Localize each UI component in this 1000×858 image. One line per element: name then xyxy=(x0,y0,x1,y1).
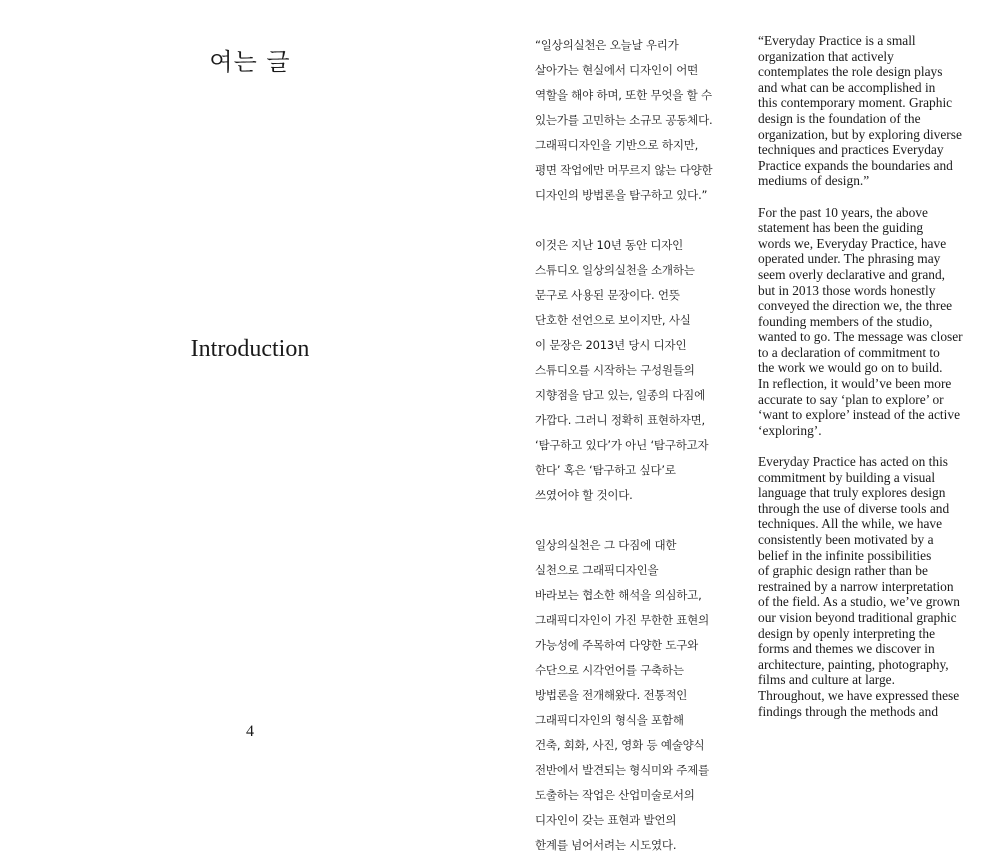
paragraph-gap xyxy=(758,189,958,205)
english-text-line: to a declaration of commitment to xyxy=(758,344,940,360)
korean-text-line: 수단으로 시각언어를 구축하는 xyxy=(535,663,684,677)
english-text-line: founding members of the studio, xyxy=(758,313,933,329)
english-paragraph xyxy=(758,454,958,719)
english-text-line: “Everyday Practice is a small xyxy=(758,33,916,48)
english-text-line: design is the foundation of the xyxy=(758,110,921,126)
english-text-line: organization that actively xyxy=(758,48,894,64)
korean-text-line: 가깝다. 그러니 정확히 표현하자면, xyxy=(535,413,706,427)
korean-text-line: 방법론을 전개해왔다. 전통적인 xyxy=(535,688,688,702)
korean-text-line: 전반에서 발견되는 형식미와 주제를 xyxy=(535,763,709,777)
paragraph-gap xyxy=(535,508,741,533)
english-text-line: organization, but by exploring diverse xyxy=(758,126,962,142)
korean-text-line: 일상의실천은 그 다짐에 대한 xyxy=(535,538,677,552)
english-text-line: For the past 10 years, the above xyxy=(758,204,928,220)
paragraph-gap xyxy=(535,208,741,233)
korean-text-line: ‘탐구하고 있다’가 아닌 ‘탐구하고자 xyxy=(535,438,709,452)
english-text-line: language that truly explores design xyxy=(758,485,946,501)
english-text-line: wanted to go. The message was closer xyxy=(758,329,963,345)
korean-text-line: 문구로 사용된 문장이다. 언뜻 xyxy=(535,288,680,302)
korean-text-column xyxy=(535,33,741,858)
korean-text-line: 있는가를 고민하는 소규모 공동체다. xyxy=(535,113,713,127)
english-text-line: ‘exploring’. xyxy=(758,422,822,438)
korean-text-line: 평면 작업에만 머무르지 않는 다양한 xyxy=(535,163,713,177)
korean-text-line: 한계를 넘어서려는 시도였다. xyxy=(535,838,677,852)
english-text-line: commitment by building a visual xyxy=(758,469,936,485)
korean-text-line: 실천으로 그래픽디자인을 xyxy=(535,563,659,577)
english-text-line: In reflection, it would’ve been more xyxy=(758,376,952,392)
english-paragraph xyxy=(758,204,963,439)
english-text-line: films and culture at large. xyxy=(758,672,895,688)
english-paragraph xyxy=(758,33,962,189)
english-text-line: restrained by a narrow interpretation xyxy=(758,578,954,594)
korean-text-line: 살아가는 현실에서 디자인이 어떤 xyxy=(535,63,699,77)
korean-text-line: 이것은 지난 10년 동안 디자인 xyxy=(535,238,684,252)
english-text-line: Practice expands the boundaries and xyxy=(758,157,953,173)
korean-text-line: 단호한 선언으로 보이지만, 사실 xyxy=(535,313,691,327)
korean-text-line: 바라보는 협소한 해석을 의심하고, xyxy=(535,588,702,602)
english-text-line: our vision beyond traditional graphic xyxy=(758,609,957,625)
korean-text-line: 역할을 해야 하며, 또한 무엇을 할 수 xyxy=(535,88,712,102)
korean-text-line: 그래픽디자인의 형식을 포함해 xyxy=(535,713,684,727)
english-text-line: words we, Everyday Practice, have xyxy=(758,235,947,251)
english-text-line: but in 2013 those words honestly xyxy=(758,282,936,298)
english-text-line: operated under. The phrasing may xyxy=(758,251,941,267)
english-text-line: of graphic design rather than be xyxy=(758,563,928,579)
english-text-line: techniques and practices Everyday xyxy=(758,142,944,158)
page-number: 4 xyxy=(246,723,254,740)
english-text-line: Everyday Practice has acted on this xyxy=(758,454,948,470)
english-text-line: architecture, painting, photography, xyxy=(758,656,949,672)
korean-text-line: 이 문장은 2013년 당시 디자인 xyxy=(535,338,687,352)
english-text-line: and what can be accomplished in xyxy=(758,79,936,95)
korean-text-line: 한다’ 혹은 ‘탐구하고 싶다’로 xyxy=(535,463,676,477)
english-title: Introduction xyxy=(190,336,310,362)
english-text-line: techniques. All the while, we have xyxy=(758,516,943,532)
korean-text-line: 가능성에 주목하여 다양한 도구와 xyxy=(535,638,699,652)
korean-text-line: 그래픽디자인이 가진 무한한 표현의 xyxy=(535,613,709,627)
english-text-line: the work we would go on to build. xyxy=(758,360,943,376)
paragraph-gap xyxy=(758,438,958,454)
korean-paragraph xyxy=(535,233,741,508)
left-page xyxy=(0,0,500,777)
english-text-line: conveyed the direction we, the three xyxy=(758,298,953,314)
korean-title: 여는 글 xyxy=(209,48,291,76)
english-text-column xyxy=(758,33,963,719)
korean-text-line: 건축, 회화, 사진, 영화 등 예술양식 xyxy=(535,738,705,752)
english-text-line: contemplates the role design plays xyxy=(758,64,943,80)
english-text-line: statement has been the guiding xyxy=(758,220,924,236)
english-text-line: accurate to say ‘plan to explore’ or xyxy=(758,391,944,407)
korean-text-line: 그래픽디자인을 기반으로 하지만, xyxy=(535,138,699,152)
korean-text-line: 디자인의 방법론을 탐구하고 있다.” xyxy=(535,188,708,202)
english-text-line: ‘want to explore’ instead of the active xyxy=(758,407,961,423)
korean-paragraph xyxy=(535,533,741,858)
korean-text-line: 쓰였어야 할 것이다. xyxy=(535,488,633,502)
english-text-line: of the field. As a studio, we’ve grown xyxy=(758,594,960,610)
english-text-line: forms and themes we discover in xyxy=(758,641,935,657)
english-text-line: belief in the infinite possibilities xyxy=(758,547,932,563)
korean-text-line: 도출하는 작업은 산업미술로서의 xyxy=(535,788,695,802)
english-text-line: this contemporary moment. Graphic xyxy=(758,95,953,111)
english-text-line: design by openly interpreting the xyxy=(758,625,936,641)
english-text-line: through the use of diverse tools and xyxy=(758,500,950,516)
english-text-line: consistently been motivated by a xyxy=(758,532,934,547)
korean-text-line: 지향점을 담고 있는, 일종의 다짐에 xyxy=(535,388,706,402)
korean-paragraph xyxy=(535,33,741,208)
english-text-line: seem overly declarative and grand, xyxy=(758,266,946,282)
korean-text-line: “일상의실천은 오늘날 우리가 xyxy=(535,38,679,52)
korean-text-line: 스튜디오 일상의실천을 소개하는 xyxy=(535,263,695,277)
english-text-line: findings through the methods and xyxy=(758,703,939,719)
english-text-line: mediums of design.” xyxy=(758,173,870,189)
korean-text-line: 스튜디오를 시작하는 구성원들의 xyxy=(535,363,695,377)
english-text-line: Throughout, we have expressed these xyxy=(758,687,960,703)
korean-text-line: 디자인이 갖는 표현과 발언의 xyxy=(535,813,677,827)
